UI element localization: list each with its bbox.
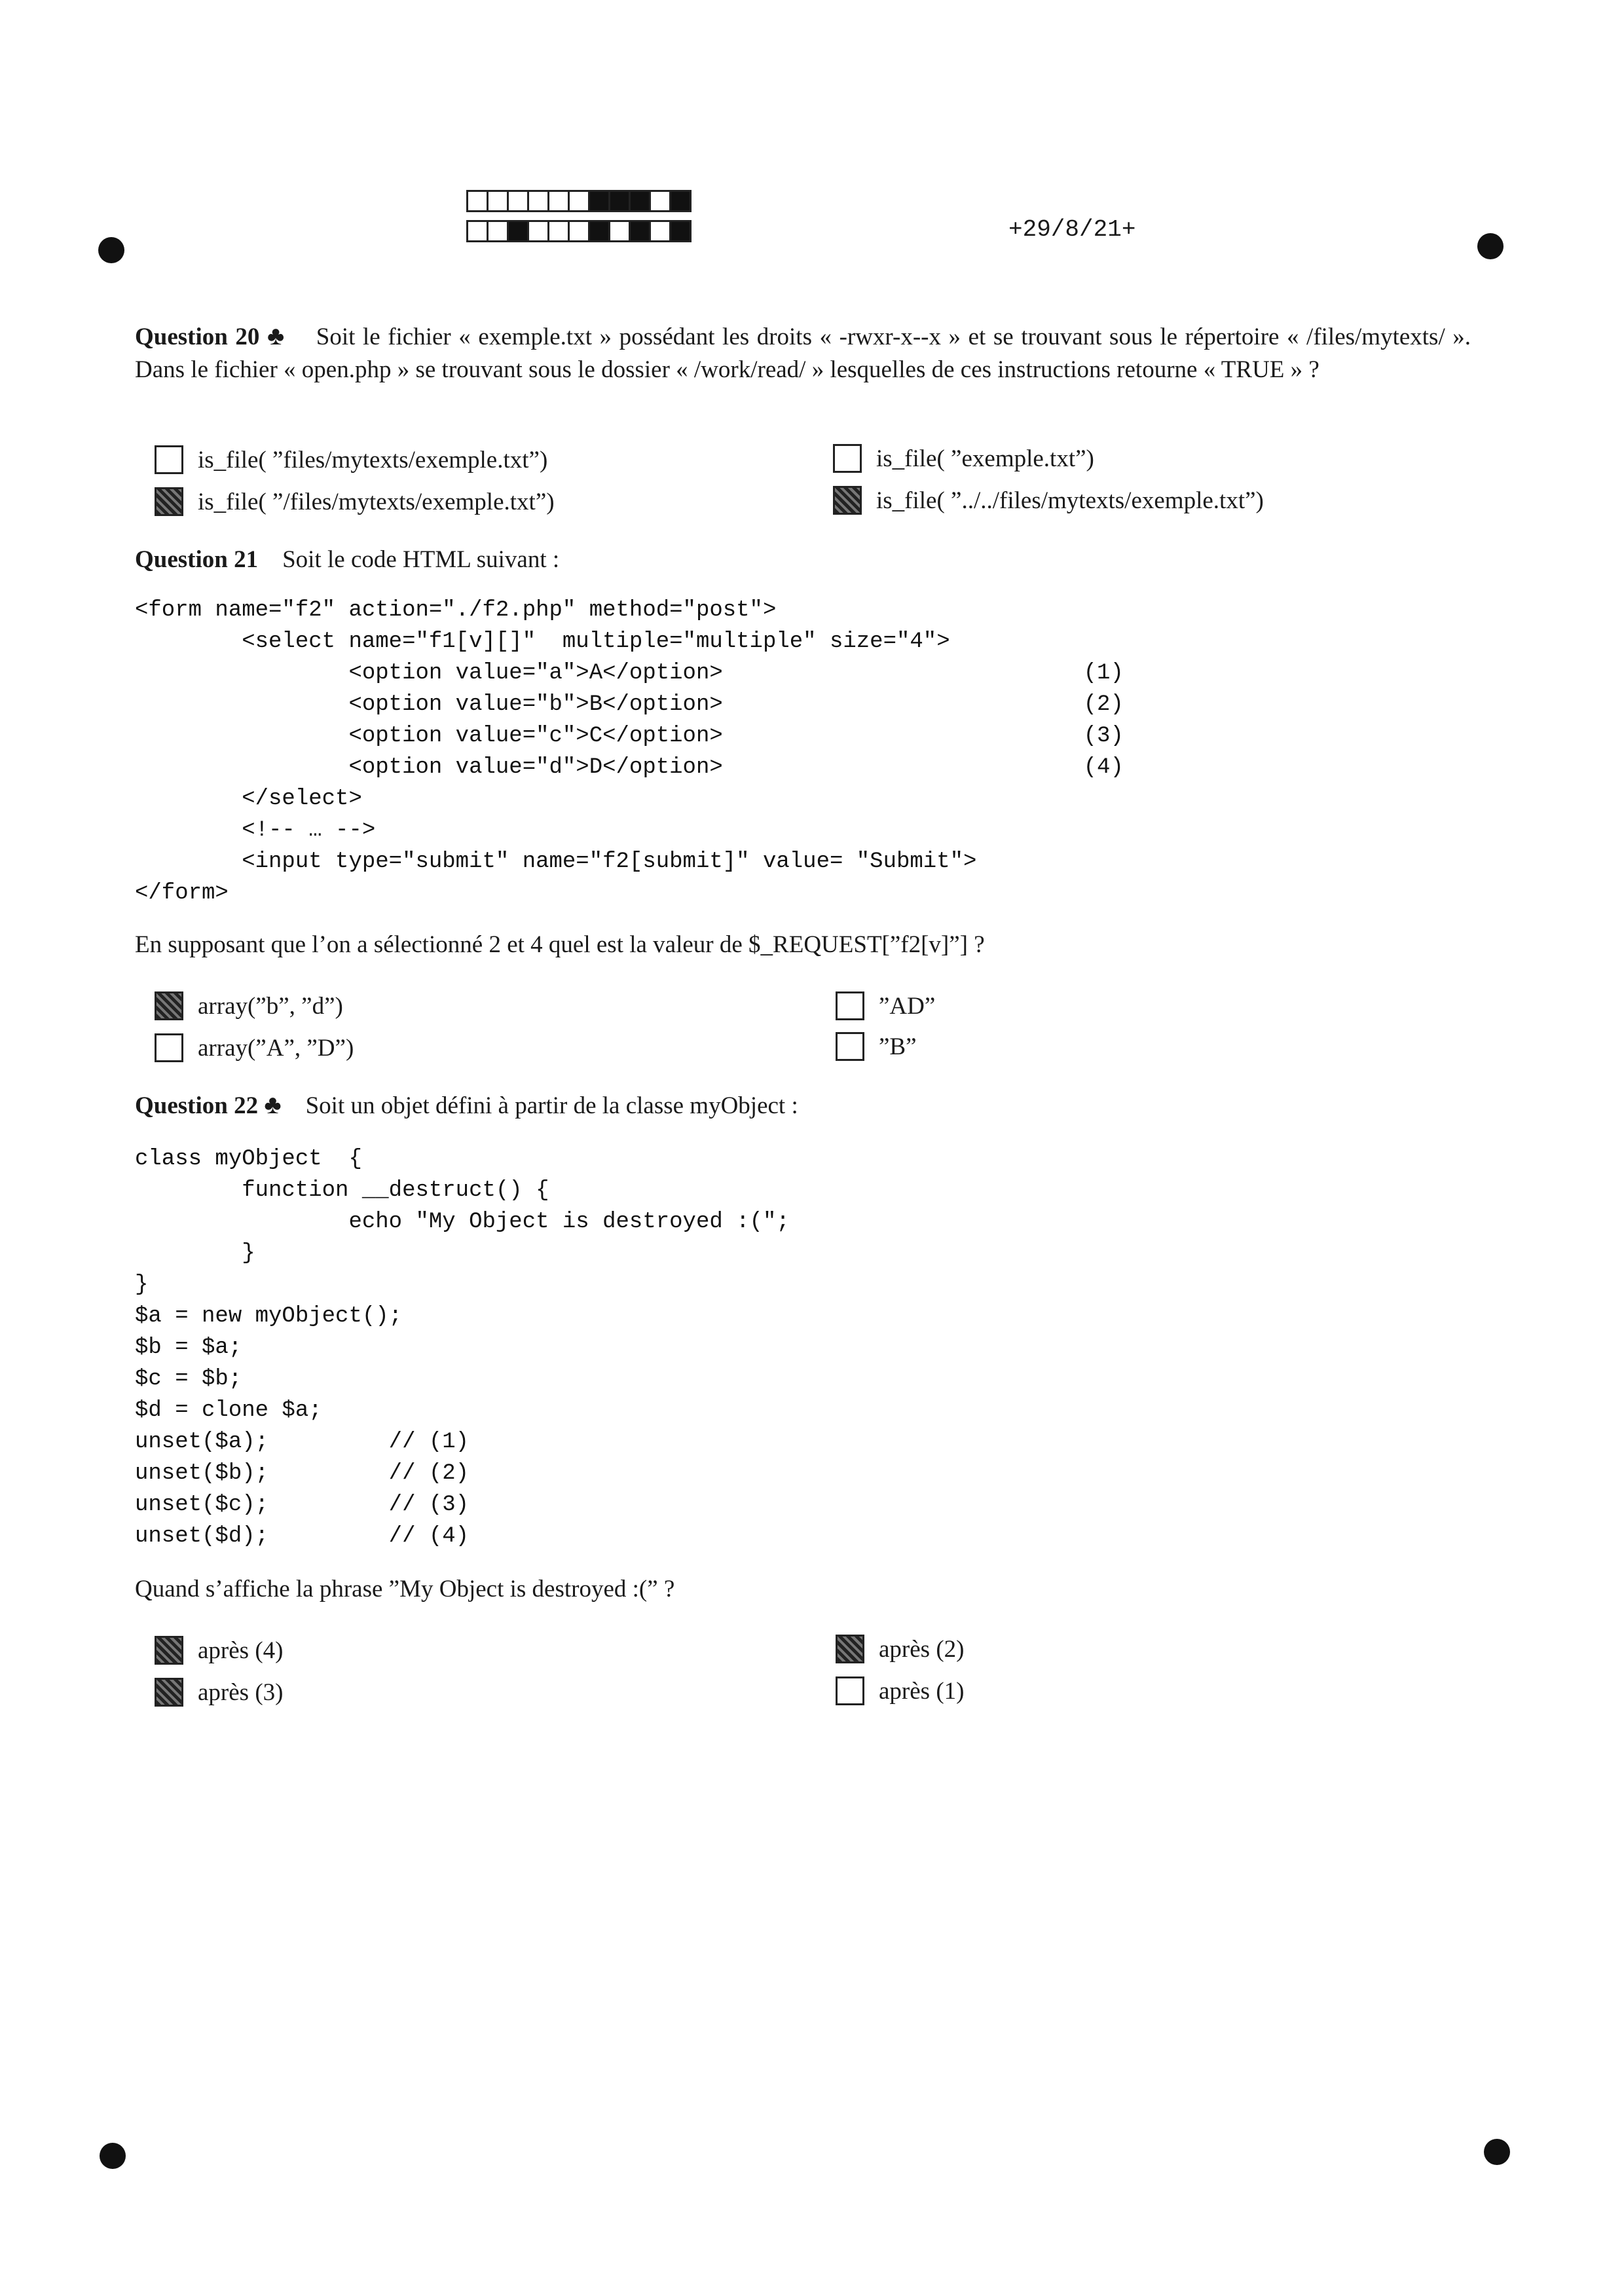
registration-mark-bottom-right (1484, 2139, 1510, 2165)
barcode-cell (629, 220, 651, 242)
barcode-cell (487, 220, 509, 242)
barcode-cell (629, 190, 651, 212)
checkbox[interactable] (836, 991, 864, 1020)
option-label: après (2) (879, 1635, 965, 1663)
barcode-cell (507, 220, 529, 242)
question-22-prompt: Quand s’affiche la phrase ”My Object is destroyed :(” ? (135, 1576, 675, 1602)
q22-option-3[interactable] (836, 1635, 964, 1663)
barcode-cell (669, 220, 692, 242)
barcode-cell (568, 220, 590, 242)
question-22 (135, 1088, 1471, 1122)
q21-option-4[interactable] (836, 1032, 917, 1061)
registration-mark-top-left (98, 237, 124, 263)
question-22-label: Question 22 (135, 1092, 259, 1119)
barcode-cell (588, 190, 610, 212)
registration-mark-bottom-left (100, 2143, 126, 2169)
option-label: is_file( ”/files/mytexts/exemple.txt”) (198, 488, 555, 515)
question-21-prompt: En supposant que l’on a sélectionné 2 et 4 quel est la valeur de $_REQUEST[”f2[v]”] ? (135, 931, 985, 958)
option-label: array(”b”, ”d”) (198, 992, 343, 1020)
q22-option-1[interactable] (155, 1636, 283, 1665)
barcode-cell (466, 190, 489, 212)
option-label: is_file( ”../../files/mytexts/exemple.txt”) (876, 487, 1264, 514)
php-code-block: class myObject { function __destruct() { echo "My Object is destroyed :("; } } $a = new myObject(); $b = $a; $c = $b; $d = clone $a; unset($a); // (1) unset($b); // (2) unset($c); // (3) unset($d); // (4) (135, 1147, 790, 1549)
q20-option-2[interactable] (155, 487, 555, 516)
option-label: array(”A”, ”D”) (198, 1034, 354, 1062)
question-21-label: Question 21 (135, 546, 259, 573)
checkbox-checked[interactable] (155, 1636, 183, 1665)
option-label: ”B” (879, 1033, 917, 1060)
club-icon: ♣ (267, 321, 286, 350)
barcode-cell (649, 190, 671, 212)
checkbox-checked[interactable] (155, 991, 183, 1020)
question-20-text: Soit le fichier « exemple.txt » possédant les droits « -rwxr-x--x » et se trouvant sous le répertoire « /files/mytexts/ ». Dans le fichier « open.php » se trouvant sous le dossier « /work/read/ » lesquelles de ces instructions retourne « TRUE » ? (135, 324, 1471, 383)
barcode-cell (588, 220, 610, 242)
checkbox[interactable] (836, 1032, 864, 1061)
option-label: ”AD” (879, 992, 936, 1020)
barcode-cell (527, 190, 549, 212)
barcode-cell (527, 220, 549, 242)
q20-option-3[interactable] (833, 444, 1094, 473)
option-label: is_file( ”exemple.txt”) (876, 445, 1094, 472)
q20-option-4[interactable] (833, 486, 1264, 515)
checkbox-checked[interactable] (155, 1678, 183, 1707)
barcode-cell (547, 220, 570, 242)
page-id: +29/8/21+ (1008, 216, 1136, 243)
barcode-cell (669, 190, 692, 212)
header-barcode-row-1 (466, 190, 690, 212)
q21-option-1[interactable] (155, 991, 343, 1020)
q22-option-2[interactable] (155, 1678, 283, 1707)
option-label: après (3) (198, 1678, 284, 1706)
option-label: après (1) (879, 1677, 965, 1705)
question-20 (135, 320, 1471, 386)
barcode-cell (507, 190, 529, 212)
q21-option-2[interactable] (155, 1033, 354, 1062)
checkbox-checked[interactable] (155, 487, 183, 516)
question-22-text: Soit un objet défini à partir de la classe myObject : (305, 1092, 798, 1119)
checkbox-checked[interactable] (836, 1635, 864, 1663)
q22-option-4[interactable] (836, 1676, 964, 1705)
club-icon: ♣ (264, 1090, 282, 1119)
checkbox[interactable] (155, 1033, 183, 1062)
barcode-cell (547, 190, 570, 212)
html-code-block: <form name="f2" action="./f2.php" method="post"> <select name="f1[v][]" multiple="multiple" size="4"> <option value="a">A</option> (1) <option value="b">B</option> (2) <option value="c">C</option> (3) <option value="d">D</option> (4) </select> <!-- … --> <input type="submit" name="f2[submit]" value= "Submit"> </form> (135, 598, 1124, 906)
barcode-cell (649, 220, 671, 242)
header-barcode-row-2 (466, 220, 690, 242)
question-20-label: Question 20 (135, 324, 260, 350)
barcode-cell (568, 190, 590, 212)
option-label: après (4) (198, 1637, 284, 1664)
barcode-cell (487, 190, 509, 212)
checkbox[interactable] (836, 1676, 864, 1705)
registration-mark-top-right (1477, 233, 1504, 259)
question-21 (135, 544, 1471, 576)
q20-option-1[interactable] (155, 445, 547, 474)
question-21-text: Soit le code HTML suivant : (282, 546, 560, 573)
checkbox-checked[interactable] (833, 486, 862, 515)
barcode-cell (608, 220, 631, 242)
q21-option-3[interactable] (836, 991, 935, 1020)
barcode-cell (608, 190, 631, 212)
option-label: is_file( ”files/mytexts/exemple.txt”) (198, 446, 548, 473)
checkbox[interactable] (833, 444, 862, 473)
barcode-cell (466, 220, 489, 242)
checkbox[interactable] (155, 445, 183, 474)
